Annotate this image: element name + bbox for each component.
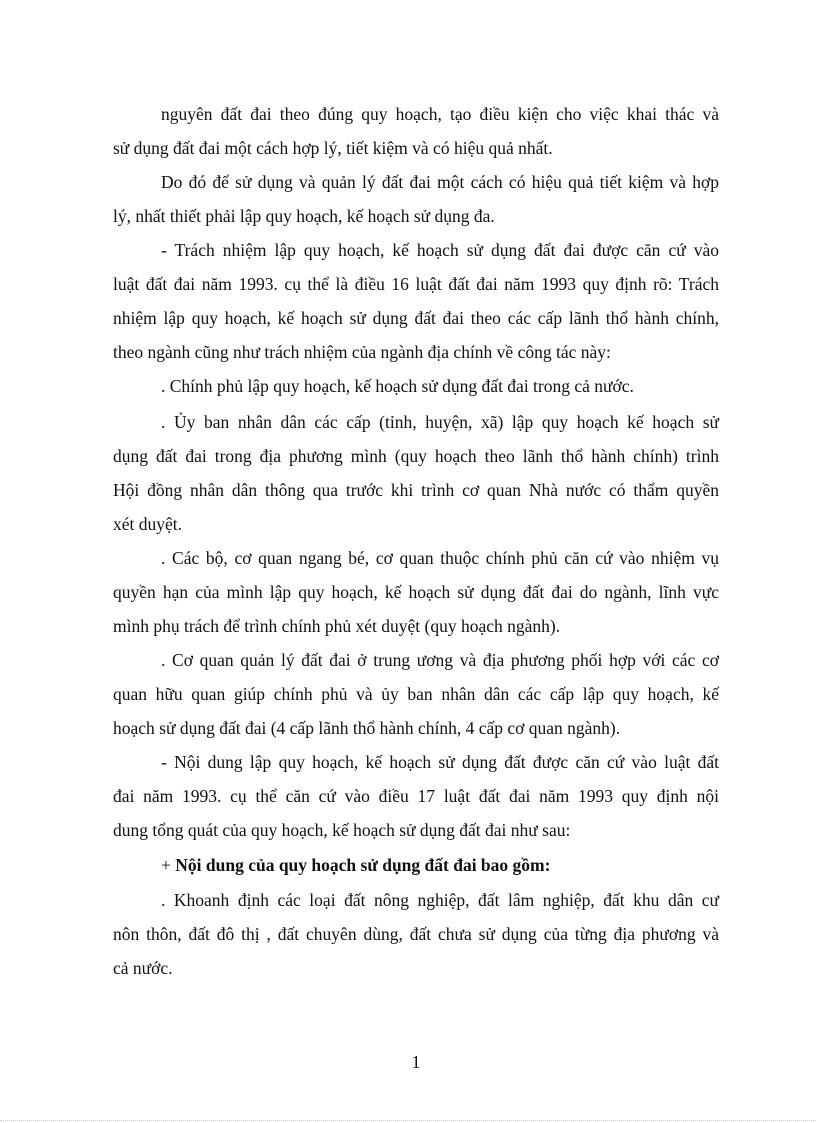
- text-line: quan hữu quan giúp chính phủ và ủy ban nhân dân các cấp lập quy hoạch, kế: [113, 684, 719, 704]
- text-line: . Cơ quan quản lý đất đai ở trung ương và địa phương phối hợp với các cơ: [161, 650, 719, 670]
- text-line: luật đất đai năm 1993. cụ thể là điều 16 luật đất đai năm 1993 quy định rõ: Trách: [113, 274, 719, 294]
- page-bottom-divider: [0, 1120, 816, 1121]
- text-line: cả nước.: [113, 958, 173, 978]
- text-line: . Các bộ, cơ quan ngang bé, cơ quan thuộc chính phủ căn cứ vào nhiệm vụ: [161, 548, 719, 568]
- text-line: dụng đất đai trong địa phương mình (quy hoạch theo lãnh thổ hành chính) trình: [113, 446, 719, 466]
- text-line: . Ủy ban nhân dân các cấp (tỉnh, huyện, xã) lập quy hoạch kế hoạch sử: [161, 412, 719, 432]
- text-line: xét duyệt.: [113, 514, 183, 534]
- text-line: nôn thôn, đất đô thị , đất chuyên dùng, đất chưa sử dụng của từng địa phương và: [113, 924, 719, 944]
- text-line: sử dụng đất đai một cách hợp lý, tiết kiệm và có hiệu quả nhất.: [113, 138, 553, 158]
- text-line: lý, nhất thiết phải lập quy hoạch, kế hoạch sử dụng đa.: [113, 206, 495, 226]
- text-line: đai năm 1993. cụ thể căn cứ vào điều 17 luật đất đai năm 1993 quy định nội: [113, 786, 719, 806]
- text-line: dung tổng quát của quy hoạch, kế hoạch sử dụng đất đai như sau:: [113, 820, 571, 840]
- heading-bold-text: Nội dung của quy hoạch sử dụng đất đai bao gồm:: [175, 855, 551, 875]
- text-line: nguyên đất đai theo đúng quy hoạch, tạo điều kiện cho việc khai thác và: [161, 104, 719, 124]
- text-line: Hội đồng nhân dân thông qua trước khi trình cơ quan Nhà nước có thẩm quyền: [113, 480, 719, 500]
- text-line: quyền hạn của mình lập quy hoạch, kế hoạch sử dụng đất đai do ngành, lĩnh vực: [113, 582, 719, 602]
- section-heading: [161, 855, 550, 875]
- text-line: nhiệm lập quy hoạch, kế hoạch sử dụng đất đai theo các cấp lãnh thổ hành chính,: [113, 308, 719, 328]
- text-line: - Nội dung lập quy hoạch, kế hoạch sử dụng đất được căn cứ vào luật đất: [161, 752, 719, 772]
- text-line: theo ngành cũng như trách nhiệm của ngành địa chính về công tác này:: [113, 342, 611, 362]
- text-line: . Chính phủ lập quy hoạch, kế hoạch sử dụng đất đai trong cả nước.: [161, 376, 634, 396]
- text-line: - Trách nhiệm lập quy hoạch, kế hoạch sử dụng đất đai được căn cứ vào: [161, 240, 719, 260]
- heading-prefix: +: [161, 855, 176, 875]
- page-number: 1: [411, 1052, 421, 1072]
- text-line: . Khoanh định các loại đất nông nghiệp, đất lâm nghiệp, đất khu dân cư: [161, 890, 719, 910]
- text-line: Do đó để sử dụng và quản lý đất đai một cách có hiệu quả tiết kiệm và hợp: [161, 172, 719, 192]
- text-line: mình phụ trách để trình chính phủ xét duyệt (quy hoạch ngành).: [113, 616, 561, 636]
- text-line: hoạch sử dụng đất đai (4 cấp lãnh thổ hành chính, 4 cấp cơ quan ngành).: [113, 718, 621, 738]
